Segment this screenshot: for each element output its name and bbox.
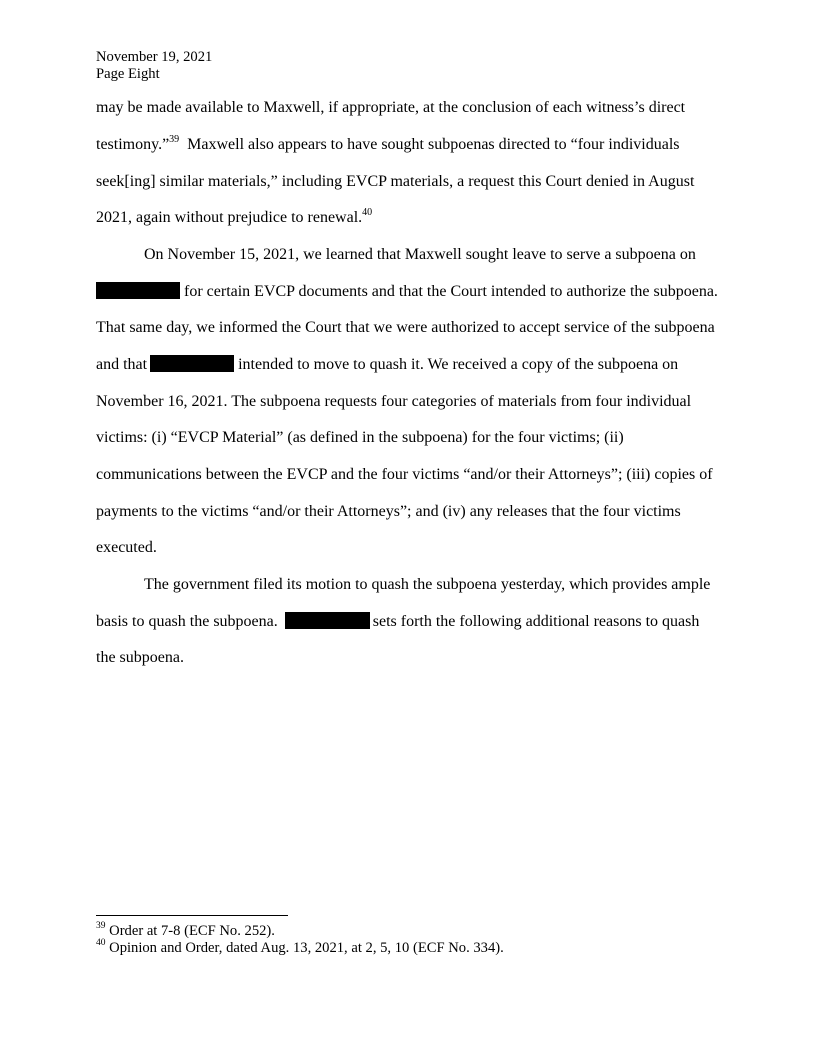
- header-date: November 19, 2021: [96, 49, 213, 65]
- redaction-block: [285, 612, 370, 629]
- footnote-text: Opinion and Order, dated Aug. 13, 2021, at 2, 5, 10 (ECF No. 334).: [105, 940, 504, 956]
- body-line: On November 15, 2021, we learned that Maxwell sought leave to serve a subpoena on: [144, 246, 696, 263]
- page-header: [96, 49, 212, 83]
- body-text: sets forth the following additional reasons to quash: [372, 613, 700, 630]
- footnote-separator: [96, 915, 288, 916]
- redaction-block: [96, 282, 180, 299]
- body-line: [96, 282, 718, 302]
- body-text: for certain EVCP documents and that the Court intended to authorize the subpoena.: [184, 283, 718, 300]
- body-line: [96, 355, 678, 375]
- body-line: [96, 208, 372, 228]
- footnote-ref-40[interactable]: 40: [362, 206, 373, 218]
- footnote-39: [96, 923, 275, 940]
- body-text: intended to move to quash it. We received a copy of the subpoena on: [238, 356, 679, 373]
- body-line: That same day, we informed the Court that we were authorized to accept service of the subpoena: [96, 319, 715, 336]
- body-line: communications between the EVCP and the four victims “and/or their Attorneys”; (iii) copies of: [96, 466, 713, 483]
- body-line: [96, 135, 680, 155]
- footnote-40: [96, 940, 504, 957]
- body-text: 2021, again without prejudice to renewal.: [96, 209, 363, 226]
- body-line: may be made available to Maxwell, if appropriate, at the conclusion of each witness’s direct: [96, 99, 686, 116]
- body-line: payments to the victims “and/or their Attorneys”; and (iv) any releases that the four victims: [96, 503, 681, 520]
- body-line: seek[ing] similar materials,” including EVCP materials, a request this Court denied in August: [96, 173, 695, 190]
- body-text: Maxwell also appears to have sought subpoenas directed to “four individuals: [179, 136, 680, 153]
- body-line: The government filed its motion to quash the subpoena yesterday, which provides ample: [144, 576, 711, 593]
- body-line: executed.: [96, 539, 157, 556]
- body-text: and that: [96, 356, 148, 373]
- body-line: victims: (i) “EVCP Material” (as defined in the subpoena) for the four victims; (ii): [96, 429, 624, 446]
- redaction-block: [150, 355, 234, 372]
- footnote-number: 39: [96, 921, 106, 932]
- body-line: November 16, 2021. The subpoena requests four categories of materials from four individual: [96, 393, 692, 410]
- footnote-ref-39[interactable]: 39: [169, 133, 180, 145]
- body-line: the subpoena.: [96, 649, 184, 666]
- body-text: testimony.”: [96, 136, 170, 153]
- body-text: basis to quash the subpoena.: [96, 613, 278, 630]
- footnote-text: Order at 7-8 (ECF No. 252).: [105, 923, 275, 939]
- header-page-number: Page Eight: [96, 66, 160, 82]
- footnote-number: 40: [96, 938, 106, 949]
- body-line: [96, 612, 699, 632]
